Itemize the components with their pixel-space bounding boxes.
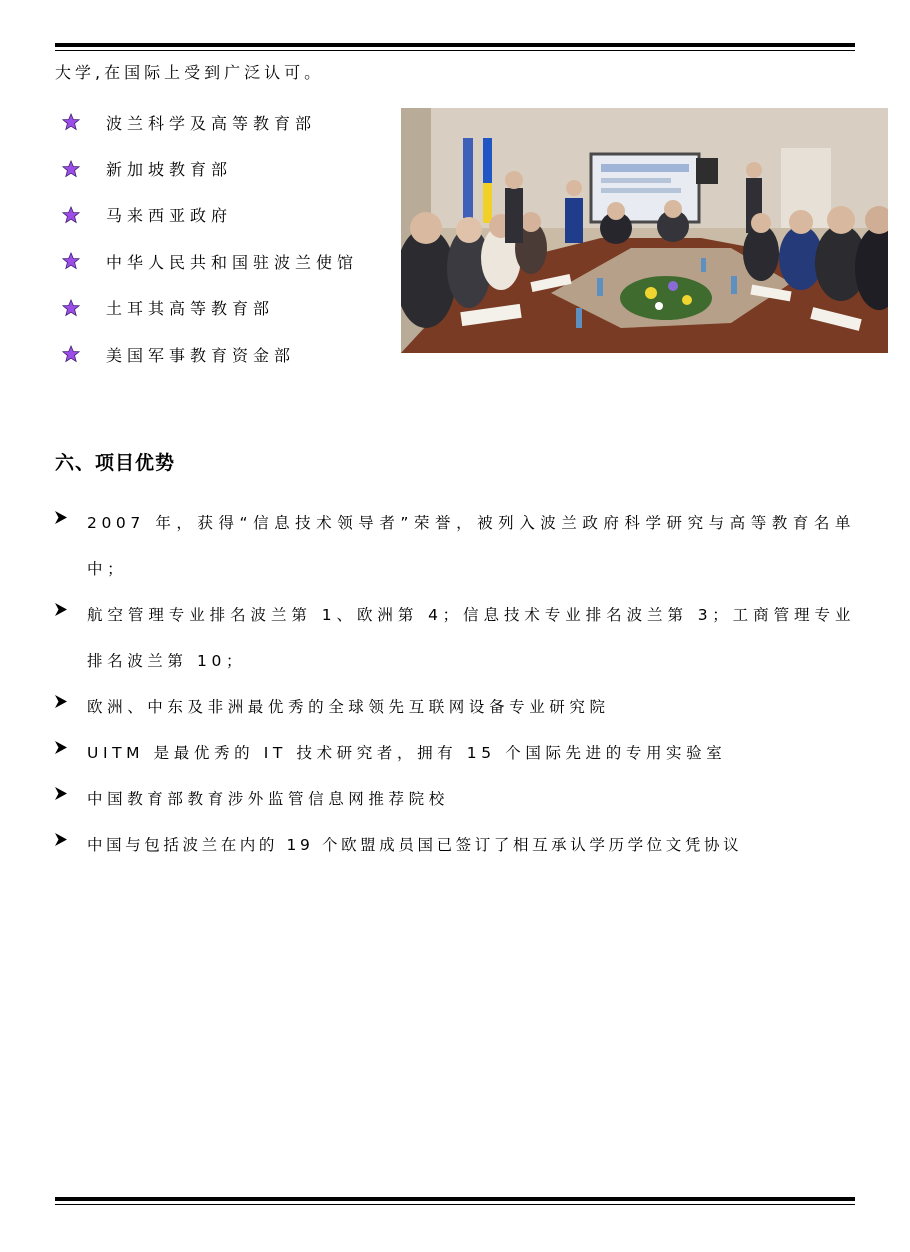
list-item (55, 730, 855, 776)
list-item (55, 500, 855, 592)
list-item (55, 684, 855, 730)
arrow-bullet-icon (55, 603, 67, 616)
advantage-text: 欧洲、中东及非洲最优秀的全球领先互联网设备专业研究院 (87, 698, 610, 716)
header-rule (55, 43, 855, 51)
advantage-text: UITM 是最优秀的 IT 技术研究者，拥有 15 个国际先进的专用实验室 (87, 744, 727, 762)
star-icon (62, 345, 80, 363)
footer-rule (55, 1197, 855, 1205)
list-item (55, 592, 855, 684)
star-icon (62, 252, 80, 270)
list-item (55, 776, 855, 822)
list-item (62, 192, 358, 238)
arrow-bullet-icon (55, 741, 67, 754)
list-item (62, 331, 358, 377)
list-item (62, 285, 358, 331)
recognition-list (62, 99, 358, 377)
list-item (62, 238, 358, 284)
arrow-bullet-icon (55, 787, 67, 800)
organization-label: 土耳其高等教育部 (106, 299, 275, 319)
advantage-text: 航空管理专业排名波兰第 1、欧洲第 4；信息技术专业排名波兰第 3；工商管理专业排名波兰第 10； (87, 606, 855, 670)
organization-label: 美国军事教育资金部 (106, 345, 296, 365)
section-title: 六、项目优势 (55, 452, 176, 474)
list-item (55, 822, 855, 868)
star-icon (62, 160, 80, 178)
advantages-list (55, 500, 855, 868)
arrow-bullet-icon (55, 833, 67, 846)
organization-label: 新加坡教育部 (106, 160, 233, 180)
star-icon (62, 113, 80, 131)
advantage-text: 中国教育部教育涉外监管信息网推荐院校 (87, 790, 449, 808)
arrow-bullet-icon (55, 695, 67, 708)
organization-label: 波兰科学及高等教育部 (106, 113, 317, 133)
advantage-text: 2007 年，获得“信息技术领导者”荣誉，被列入波兰政府科学研究与高等教育名单中； (87, 514, 855, 578)
list-item (62, 99, 358, 145)
meeting-photo (401, 108, 888, 353)
organization-label: 马来西亚政府 (106, 206, 233, 226)
meeting-scene-illustration (401, 108, 888, 353)
star-icon (62, 206, 80, 224)
list-item (62, 145, 358, 191)
organization-label: 中华人民共和国驻波兰使馆 (106, 252, 359, 272)
arrow-bullet-icon (55, 511, 67, 524)
intro-text: 大学,在国际上受到广泛认可。 (55, 63, 325, 82)
star-icon (62, 299, 80, 317)
advantage-text: 中国与包括波兰在内的 19 个欧盟成员国已签订了相互承认学历学位文凭协议 (87, 836, 743, 854)
